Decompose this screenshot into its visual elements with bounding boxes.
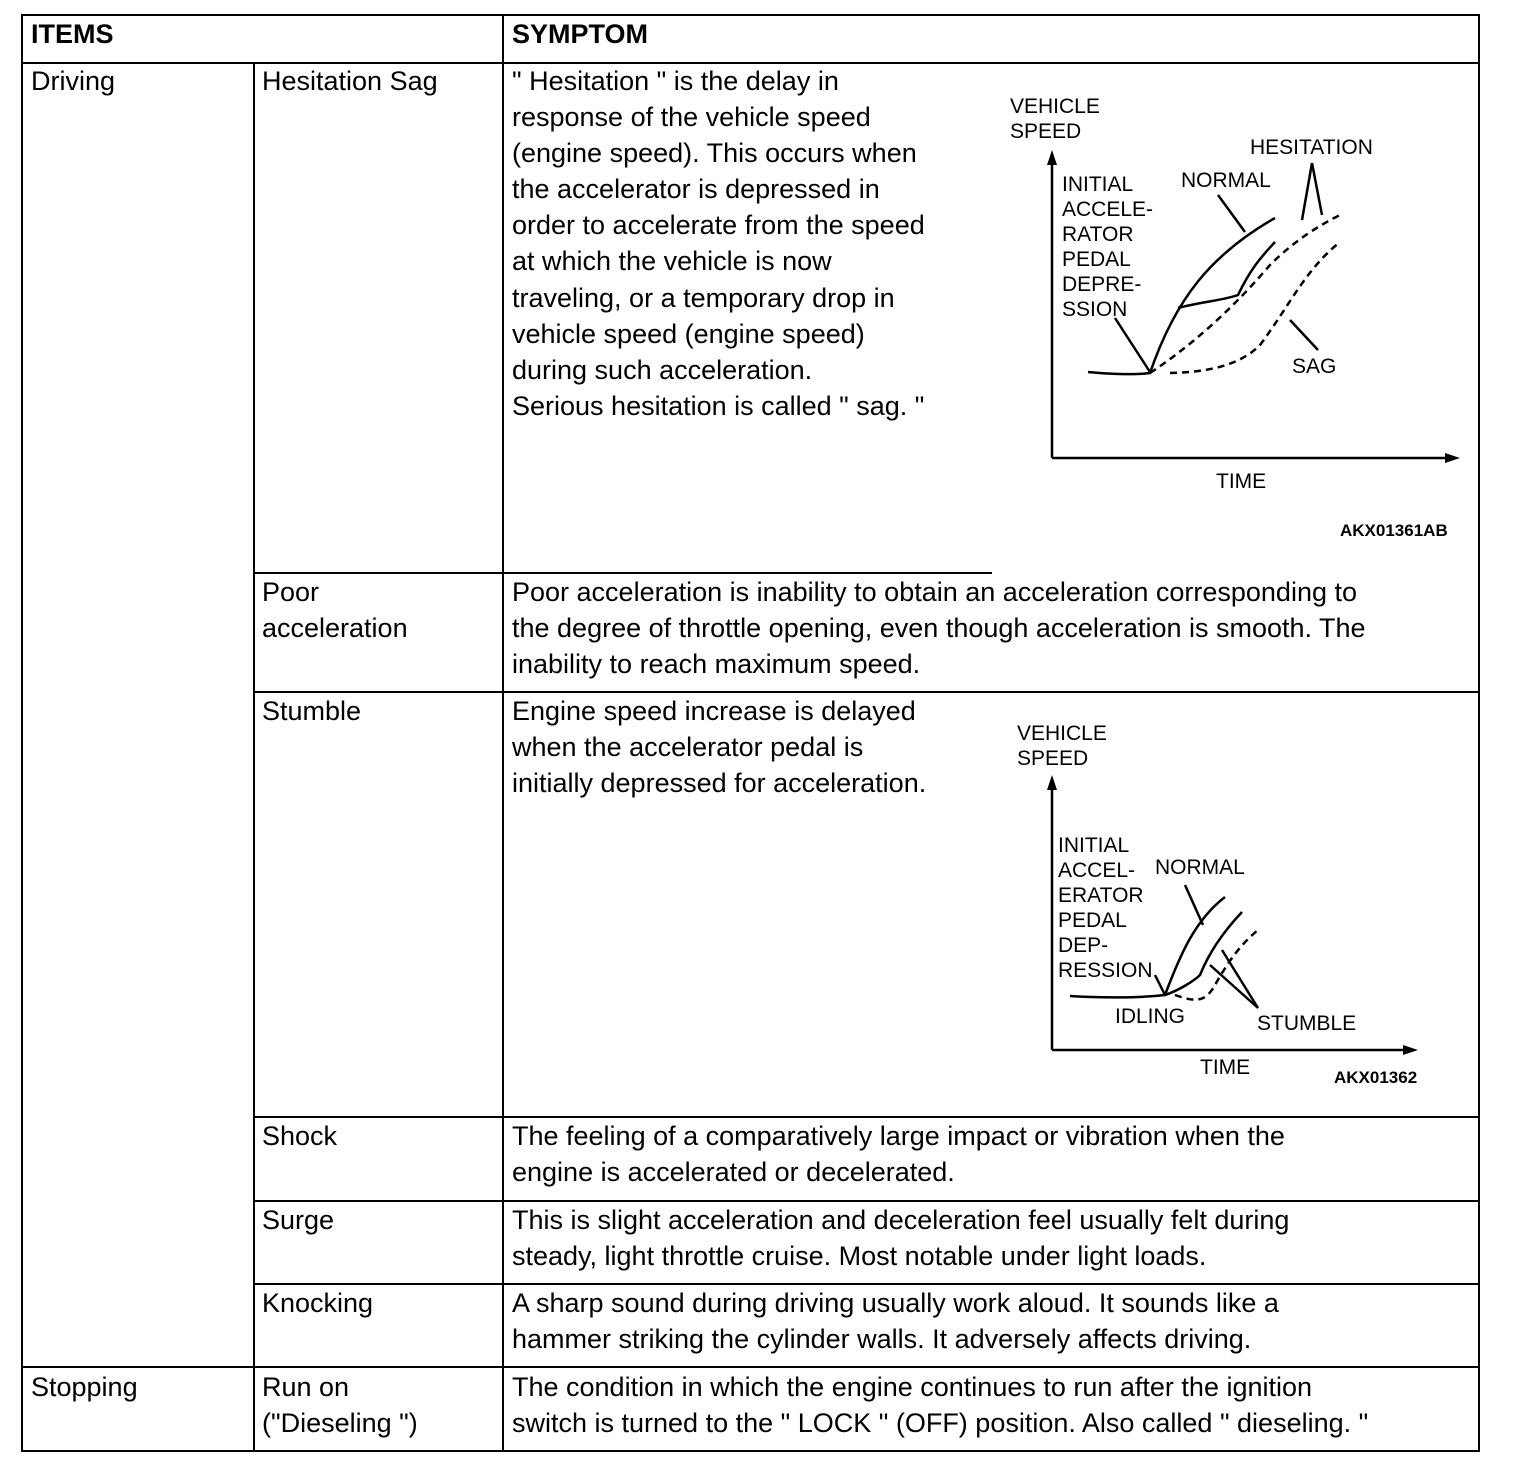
symptom-line: Poor acceleration is inability to obtain an acceleration corresponding to [512,577,1358,607]
symptom-line: The feeling of a comparatively large impact or vibration when the [512,1121,1285,1151]
normal-leader [1185,885,1203,925]
symptom-line: order to accelerate from the speed [512,210,925,240]
initial-label: ACCEL- [1058,859,1136,882]
stumble-label: STUMBLE [1257,1012,1357,1035]
item-poor-acceleration-line1: Poor [262,577,320,607]
item-stumble: Stumble [262,696,362,726]
normal-leader [1218,195,1245,232]
initial-label: ACCELE- [1062,198,1154,221]
initial-label: RATOR [1062,223,1134,246]
sag-leader [1290,320,1318,350]
symptom-line: " Hesitation " is the delay in [512,66,839,96]
item-surge: Surge [262,1205,335,1235]
column-divider-symptom [502,14,504,1452]
category-divider [21,1366,1480,1368]
symptom-line: switch is turned to the " LOCK " (OFF) position. Also called " dieseling. " [512,1408,1369,1438]
y-axis-arrow [1047,775,1057,790]
initial-label: INITIAL [1058,834,1130,857]
symptom-line: The condition in which the engine continues to run after the ignition [512,1372,1313,1402]
table-border-top [21,14,1480,16]
stumble-diagram [1000,710,1460,1110]
initial-label: RESSION [1058,959,1153,982]
symptom-line: (engine speed). This occurs when [512,138,917,168]
item-run-on-line1: Run on [262,1372,350,1402]
y-axis-label: SPEED [1017,747,1089,770]
table-border-right [1478,14,1480,1452]
symptom-line: initially depressed for acceleration. [512,768,927,798]
item-hesitation-sag: Hesitation Sag [262,66,438,96]
category-stopping: Stopping [31,1372,138,1402]
symptom-line: the accelerator is depressed in [512,174,880,204]
symptom-line: inability to reach maximum speed. [512,649,921,679]
symptom-line: the degree of throttle opening, even though acceleration is smooth. The [512,613,1366,643]
initial-label: DEP- [1058,934,1109,957]
hesitation-leader [1302,163,1312,220]
hesitation-label: HESITATION [1250,136,1373,159]
normal-label: NORMAL [1155,856,1245,879]
item-run-on-line2: ("Dieseling ") [262,1408,418,1438]
category-driving: Driving [31,66,116,96]
item-shock: Shock [262,1121,338,1151]
figure-code: AKX01362 [1334,1068,1418,1087]
initial-label: INITIAL [1062,173,1134,196]
sag-label: SAG [1292,355,1337,378]
y-axis-arrow [1047,150,1057,165]
x-axis-label: TIME [1216,470,1267,493]
idling-label: IDLING [1115,1005,1186,1028]
symptom-line: at which the vehicle is now [512,246,832,276]
figure-code: AKX01361AB [1340,521,1448,540]
x-axis-arrow [1403,1045,1418,1055]
sag-curve-dashed [1170,242,1340,373]
symptom-line: hammer striking the cylinder walls. It adversely affects driving. [512,1324,1252,1354]
symptom-line: This is slight acceleration and deceleration feel usually felt during [512,1205,1290,1235]
y-axis-label: VEHICLE [1010,95,1100,118]
symptom-line: A sharp sound during driving usually work aloud. It sounds like a [512,1288,1279,1318]
symptom-line: engine is accelerated or decelerated. [512,1157,955,1187]
initial-label: PEDAL [1058,909,1127,932]
symptom-line: traveling, or a temporary drop in [512,283,895,313]
item-poor-acceleration-line2: acceleration [262,613,408,643]
symptom-line: vehicle speed (engine speed) [512,319,865,349]
symptom-line: response of the vehicle speed [512,102,871,132]
hesitation-sag-diagram [990,70,1470,550]
symptom-line: when the accelerator pedal is [512,732,864,762]
initial-leader [1155,975,1165,995]
initial-label: PEDAL [1062,248,1131,271]
y-axis-label: SPEED [1010,120,1082,143]
header-items: ITEMS [31,19,114,49]
x-axis-arrow [1445,453,1460,463]
initial-label: DEPRE- [1062,273,1142,296]
item-knocking: Knocking [262,1288,374,1318]
y-axis-label: VEHICLE [1017,722,1107,745]
hesitation-leader [1312,163,1322,215]
symptom-line: Engine speed increase is delayed [512,696,916,726]
initial-label: SSION [1062,298,1128,321]
table-border-left [21,14,23,1452]
initial-leader [1115,318,1150,372]
symptom-line: steady, light throttle cruise. Most notable under light loads. [512,1241,1207,1271]
header-symptom: SYMPTOM [512,19,649,49]
column-divider-sub [253,62,255,1452]
symptom-line: during such acceleration. [512,355,813,385]
table-border-bottom [21,1450,1480,1452]
initial-label: ERATOR [1058,884,1144,907]
normal-label: NORMAL [1181,169,1271,192]
symptom-line: Serious hesitation is called " sag. " [512,391,925,421]
x-axis-label: TIME [1200,1056,1251,1079]
